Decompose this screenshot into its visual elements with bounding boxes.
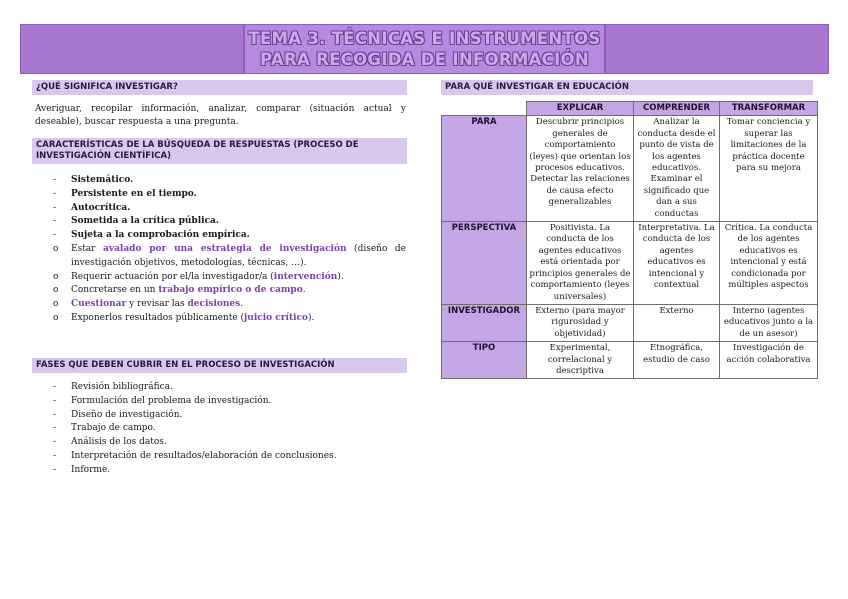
row-header-para: PARA: [442, 116, 527, 222]
phases-list: [35, 381, 406, 478]
table-row: [442, 304, 818, 341]
row-header-investigador: INVESTIGADOR: [442, 304, 527, 341]
section-heading-que-significa: ¿QUÉ SIGNIFICA INVESTIGAR?: [32, 80, 407, 95]
list-item: o Requerir actuación por el/la investigador/a (intervención).: [53, 271, 344, 282]
definition-paragraph: Averiguar, recopilar información, analizar, comparar (situación actual y deseable), buscar respuesta a una pregunta.: [35, 104, 406, 127]
list-item: - Diseño de investigación.: [53, 409, 183, 420]
list-item: - Sometida a la crítica pública.: [53, 216, 220, 227]
table-cell: Experimental, correlacional y descriptiva: [527, 342, 634, 379]
list-item: - Revisión bibliográfica.: [53, 382, 173, 392]
section-heading-fases: FASES QUE DEBEN CUBRIR EN EL PROCESO DE INVESTIGACIÓN: [32, 358, 407, 373]
row-header-tipo: TIPO: [442, 342, 527, 379]
column-header-comprender: COMPRENDER: [634, 102, 720, 116]
list-item: o Exponerlos resultados públicamente (juicio crítico).: [53, 312, 315, 323]
list-item: - Persistente en el tiempo.: [53, 188, 197, 199]
section-heading-caracteristicas: CARACTERÍSTICAS DE LA BÚSQUEDA DE RESPUESTAS (PROCESO DE INVESTIGACIÓN CIENTÍFICA): [32, 138, 407, 164]
table-row: [442, 342, 818, 379]
table-header-row: [442, 102, 818, 116]
title-banner: [244, 24, 605, 74]
table-cell: Externo: [634, 304, 720, 341]
table-cell: Investigación de acción colaborativa: [720, 342, 818, 379]
table-row: [442, 222, 818, 305]
table-cell: Crítica. La conducta de los agentes educativos es intencional y está condicionada por múltiples aspectos: [720, 222, 818, 305]
table-cell: Interno (agentes educativos junto a la de un asesor): [720, 304, 818, 341]
column-header-transformar: TRANSFORMAR: [720, 102, 818, 116]
page-title-line-2: PARA RECOGIDA DE INFORMACIÓN: [260, 50, 589, 69]
research-paradigms-table: [441, 101, 818, 379]
list-item: o Concretarse en un trabajo empírico o de campo.: [53, 285, 306, 296]
list-item: - Sujeta a la comprobación empírica.: [53, 230, 250, 241]
list-item: - Interpretación de resultados/elaboración de conclusiones.: [53, 450, 337, 461]
column-header-explicar: EXPLICAR: [527, 102, 634, 116]
table-row: [442, 116, 818, 222]
list-item: - Autocrítica.: [53, 202, 131, 213]
list-item: - Trabajo de campo.: [53, 423, 156, 434]
page-title-line-1: TEMA 3. TÉCNICAS E INSTRUMENTOS: [248, 29, 601, 48]
table-cell: Tomar conciencia y superar las limitaciones de la práctica docente para su mejora: [720, 116, 818, 222]
list-item: - Informe.: [53, 464, 111, 475]
characteristics-list: [35, 174, 406, 326]
header-band-right: [605, 24, 829, 74]
table-cell: Externo (para mayor rigurosidad y objetividad): [527, 304, 634, 341]
header-band-left: [20, 24, 244, 74]
list-item: o Estar avalado por una estrategia de investigación (diseño de investigación objetivos, metodologías, técnicas, …).: [53, 243, 406, 268]
table-cell: Etnográfica, estudio de caso: [634, 342, 720, 379]
list-item: - Sistemático.: [53, 175, 134, 185]
table-cell: Descubrir principios generales de comportamiento (leyes) que orientan los procesos educativos. Detectar las relaciones de causa efecto generalizables: [527, 116, 634, 222]
list-item: - Formulación del problema de investigación.: [53, 395, 272, 406]
list-item: o Cuestionar y revisar las decisiones.: [53, 299, 244, 310]
table-corner-cell: [442, 102, 527, 116]
list-item: - Análisis de los datos.: [53, 437, 167, 448]
table-cell: Interpretativa. La conducta de los agentes educativos es intencional y contextual: [634, 222, 720, 305]
table-cell: Analizar la conducta desde el punto de vista de los agentes educativos. Examinar el significado que dan a sus conductas: [634, 116, 720, 222]
section-heading-para-que-investigar: PARA QUÉ INVESTIGAR EN EDUCACIÓN: [441, 80, 813, 95]
row-header-perspectiva: PERSPECTIVA: [442, 222, 527, 305]
table-cell: Positivista. La conducta de los agentes educativos está orientada por principios generales de comportamiento (leyes universales): [527, 222, 634, 305]
